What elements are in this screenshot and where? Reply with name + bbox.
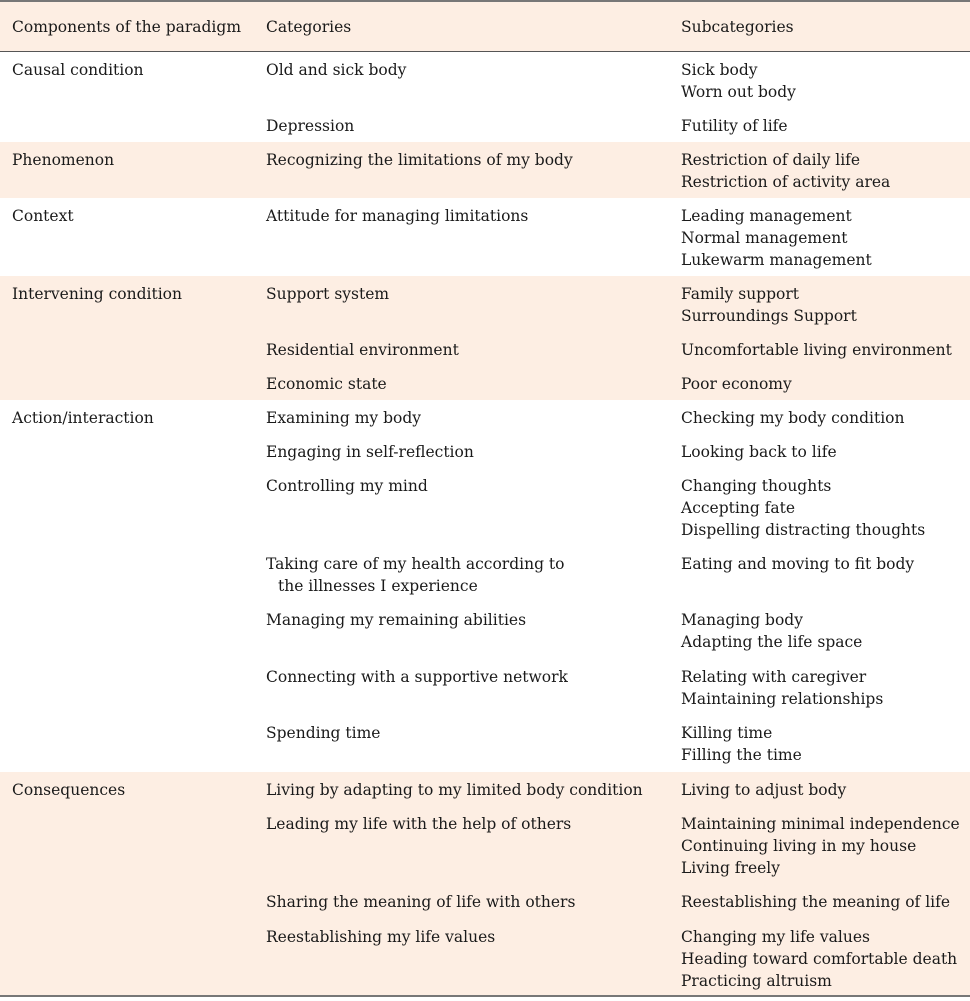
subcategory-cell [669,142,970,198]
subcategory-cell [669,806,970,884]
table-row [0,772,970,806]
category-text: Depression [266,116,355,135]
table-row [0,52,970,108]
category-text: Support system [266,284,390,303]
category-cell [254,884,669,919]
subcategory-text: Poor economy [681,374,792,393]
header-row [0,1,970,52]
subcategory-text: Heading toward comfortable death [681,949,958,968]
subcategory-text: Maintaining relationships [681,689,884,708]
subcategory-cell [669,468,970,546]
category-text: the illnesses I experience [278,576,478,595]
category-text: Living by adapting to my limited body condition [266,780,643,799]
subcategory-cell [669,772,970,806]
category-text: Leading my life with the help of others [266,814,572,833]
category-cell [254,434,669,468]
category-cell [254,468,669,546]
category-cell [254,400,669,434]
subcategory-text: Restriction of daily life [681,150,861,169]
category-text: Attitude for managing limitations [266,206,529,225]
table-body [0,52,970,996]
category-text: Examining my body [266,408,422,427]
header-components: Components of the paradigm [0,1,254,52]
subcategory-text: Maintaining minimal independence [681,814,960,833]
subcategory-text: Eating and moving to fit body [681,554,915,573]
subcategory-text: Sick body [681,61,758,79]
subcategory-text: Reestablishing the meaning of life [681,892,951,911]
category-cell [254,546,669,602]
subcategory-text: Changing my life values [681,927,870,946]
subcategory-text: Uncomfortable living environment [681,340,952,359]
subcategory-cell [669,659,970,715]
table-row [0,400,970,434]
category-text: Old and sick body [266,61,407,79]
category-text: Engaging in self-reflection [266,442,474,461]
component-cell: Consequences [0,772,254,996]
subcategory-cell [669,602,970,659]
category-cell [254,332,669,366]
category-text: Economic state [266,374,387,393]
subcategory-text: Dispelling distracting thoughts [681,520,926,539]
subcategory-cell [669,546,970,602]
subcategory-text: Family support [681,284,799,303]
subcategory-text: Normal management [681,228,848,247]
subcategory-text: Killing time [681,723,773,742]
category-text: Recognizing the limitations of my body [266,150,573,169]
category-cell [254,276,669,332]
subcategory-text: Living freely [681,858,781,877]
component-cell: Action/interaction [12,408,154,427]
subcategory-cell [669,434,970,468]
subcategory-text: Continuing living in my house [681,836,917,855]
category-text: Spending time [266,723,381,742]
category-cell [254,715,669,772]
subcategory-cell [669,366,970,400]
subcategory-cell [669,715,970,772]
subcategory-cell [669,108,970,142]
table-row [0,276,970,332]
subcategory-text: Adapting the life space [681,632,863,651]
category-cell [254,52,669,108]
category-cell [254,602,669,659]
subcategory-text: Practicing altruism [681,971,832,990]
subcategory-text: Futility of life [681,116,788,135]
subcategory-cell [669,400,970,434]
subcategory-cell [669,884,970,919]
category-cell [254,919,669,996]
table-header [0,1,970,52]
category-text: Residential environment [266,340,459,359]
subcategory-text: Checking my body condition [681,408,905,427]
subcategory-text: Worn out body [681,83,796,101]
subcategory-text: Surroundings Support [681,306,857,325]
category-cell [254,142,669,198]
header-subcategories: Subcategories [669,1,970,52]
subcategory-text: Changing thoughts [681,476,832,495]
category-cell [254,659,669,715]
subcategory-text: Leading management [681,206,852,225]
subcategory-text: Looking back to life [681,442,837,461]
subcategory-cell [669,198,970,276]
category-cell [254,108,669,142]
component-cell: Causal condition [12,61,144,79]
subcategory-text: Lukewarm management [681,250,872,269]
subcategory-text: Managing body [681,610,803,629]
component-cell: Phenomenon [0,142,254,198]
subcategory-cell [669,332,970,366]
table-row [0,142,970,198]
subcategory-text: Living to adjust body [681,780,847,799]
category-text: Sharing the meaning of life with others [266,892,576,911]
category-cell [254,366,669,400]
component-cell: Intervening condition [0,276,254,400]
subcategory-text: Accepting fate [681,498,796,517]
category-cell [254,772,669,806]
subcategory-cell [669,52,970,108]
subcategory-text: Filling the time [681,745,802,764]
category-text: Connecting with a supportive network [266,667,568,686]
subcategory-text: Relating with caregiver [681,667,867,686]
subcategory-cell [669,276,970,332]
table-row [0,198,970,276]
component-cell: Context [12,206,74,225]
category-cell [254,806,669,884]
category-text: Controlling my mind [266,476,428,495]
category-text: Taking care of my health according to [266,554,565,573]
category-text: Managing my remaining abilities [266,610,527,629]
category-cell [254,198,669,276]
subcategory-cell [669,919,970,996]
header-categories: Categories [254,1,669,52]
subcategory-text: Restriction of activity area [681,172,891,191]
category-text: Reestablishing my life values [266,927,496,946]
